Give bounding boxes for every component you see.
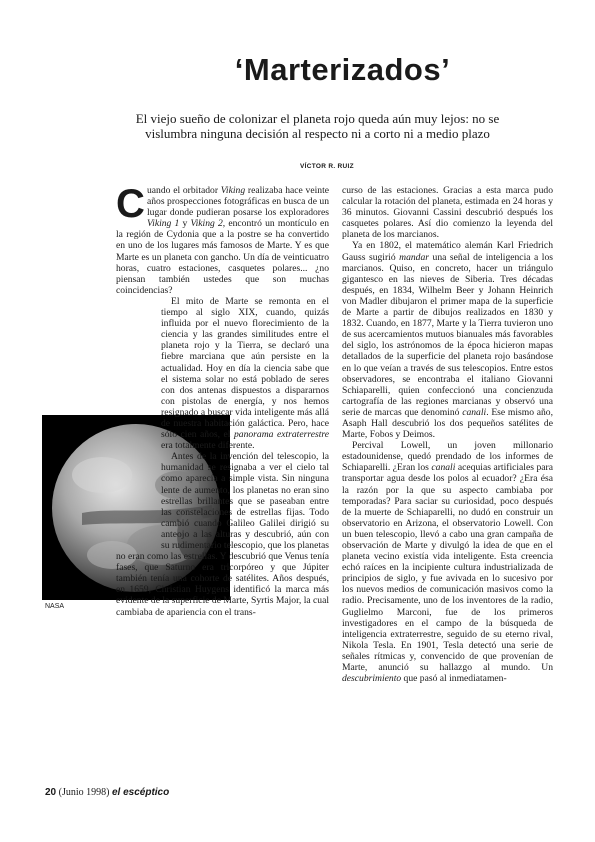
text-run: que pasó al inmediatamen-	[401, 673, 507, 685]
text-column-right	[342, 185, 553, 765]
paragraph: Antes de la invención del telescopio, la humanidad se resignaba a ver el cielo tal como aparecía a simple vista. Sin ninguna lente de aumento, los planetas no eran sino estrellas brillantes que se paseaban entre las constelaciones de estrellas fijas. Todo cambió cuando Galileo Galilei dirigió su anteojo a las alturas y descubrió, aún con su rudimentario telescopio, que los planetas no eran como las estrellas. Y descubrió que Venus tenía fases, que Saturno era tricorpóreo y que Júpiter también tenía una cohorte de satélites. Años después, en 1659, Christian Huygens identificó la marca más evidente de la superficie de Marte, Syrtis Major, la cual cambiaba de apariencia con el trans-	[116, 451, 329, 618]
text-run: El mito de Marte se remonta en el tiempo al siglo XIX, cuando, quizás influida por el nuevo florecimiento de la ciencia y las grandes similitudes entre el planeta rojo y la Tierra, se declaró una fiebre marciana que aún persiste en la actualidad. Hoy en día la ciencia sabe que el sistema solar no está poblado de seres con dos antenas dispuestos a dispararnos con pistolas de energía, y nos hemos resignado a buscar vida inteligente más allá de nuestra habitación galáctica. Pero, hace sólo cien años, el	[161, 295, 329, 441]
text-run-italic: Viking	[220, 185, 246, 196]
photo-wrap-spacer	[116, 354, 157, 542]
paragraph	[342, 240, 553, 440]
text-run: realizaba hace veinte años prospecciones fotográficas en busca de un lugar donde pudieran posarse los exploradores	[147, 185, 329, 219]
text-run-italic: descubrimiento	[342, 673, 402, 685]
page-footer	[45, 787, 169, 798]
paragraph: curso de las estaciones. Gracias a esta marca pudo calcular la rotación del planeta, estimada en 24 horas y 36 minutos. Giovanni Cassini descubrió después los casquetes polares. Así dio comienzo la leyenda del planeta de los marcianos.	[342, 185, 553, 241]
paragraph	[116, 185, 329, 296]
text-run-italic: canali	[431, 462, 456, 474]
author-byline: VÍCTOR R. RUIZ	[300, 163, 354, 170]
article-title: ‘Marterizados’	[234, 52, 451, 87]
photo-credit: NASA	[45, 603, 65, 610]
drop-cap: C	[116, 185, 145, 226]
text-run: uando el orbitador	[147, 185, 221, 196]
paragraph	[116, 296, 329, 451]
text-run-italic: Viking 2	[190, 218, 223, 230]
article-subtitle: El viejo sueño de colonizar el planeta rojo queda aún muy lejos: no se vislumbra ninguna decisión al respecto ni a corto ni a medio plazo	[135, 111, 500, 141]
text-run-italic: panorama extraterrestre	[233, 429, 329, 441]
magazine-name: el escéptico	[111, 787, 170, 798]
text-run-italic: canali	[462, 406, 487, 418]
text-run-italic: Viking 1	[147, 218, 180, 230]
text-run: Percival Lowell, un joven millonario estadounidense, quedó prendado de los informes de Schiaparelli. ¿Eran los	[342, 440, 553, 474]
page-number: 20	[45, 787, 57, 798]
text-column-left	[116, 185, 329, 765]
text-run: , encontró un montículo en la región de Cydonia que a la postre se ha convertido en uno de los lugares más famosos de Marte. Y es que Marte es un planeta con gancho. Un día de veinticuatro horas, cuatro estaciones, casquetes polares... ¿no piensan también ustedes que son muchas coincidencias?	[116, 218, 329, 296]
text-run-italic: mandar	[399, 251, 430, 263]
text-run: acequias artificiales para transportar agua desde los polos al ecuador? ¿Era ésa la razón por la que su aspecto cambiaba por temporadas? Para saciar su curiosidad, poco después de la muerte de Schiaparelli, no dudó en construir un observatorio en Arizona, el observatorio Lowell. Con un buen telescopio, llevó a cabo una gran campaña de observación de Marte y divulgó la idea de que en el planeta vecino existía vida inteligente. Esta creencia echó raíces en la incipiente cultura industrializada de principios de siglo, y fue avivada en lo sucesivo por los nuevos medios de comunicación masivos como la radio. Precisamente, uno de los inventores de la radio, Guglielmo Marconi, fue de los primeros investigadores en el campo de la búsqueda de inteligencia extraterrestre, seguido de su eterno rival, Nikola Tesla. En 1901, Tesla detectó una serie de señales rítmicas y, convencido de que provenían de Marte, anunció su hallazgo al mundo. Un	[342, 462, 553, 674]
issue-date: (Junio 1998)	[58, 787, 110, 798]
text-run: una señal de inteligencia a los marcianos. Quiso, en concreto, hacer un triángulo gigantesco en las nieves de Siberia. Tres décadas después, en 1834, Wilhelm Beer y Johann Heinrich von Madler dibujaron el primer mapa de la superficie de Marte a partir de dibujos realizados en 1830 y 1832. Cuando, en 1877, Marte y la Tierra tuvieron uno de sus acercamientos mutuos bianuales más favorables del siglo, los astrónomos de la época hicieron mapas detallados de la superficie del planeta rojo basándose en lo que veían a través de sus telescopios. Entre estos observadores, se encontraba el italiano Giovanni Schiaparelli, quien confeccionó una concienzuda cartografía de las regiones marcianas y observó una serie de marcas que denominó	[342, 251, 553, 418]
text-run: y	[179, 218, 191, 230]
text-run: Ya en 1802, el matemático alemán Karl Friedrich Gauss sugirió	[342, 240, 553, 263]
paragraph	[342, 440, 553, 684]
text-run: . Ese mismo año, Asaph Hall descubrió los dos pequeños satélites de Marte, Fobos y Deimos.	[342, 406, 553, 441]
text-run: era totalmente diferente.	[161, 440, 255, 452]
